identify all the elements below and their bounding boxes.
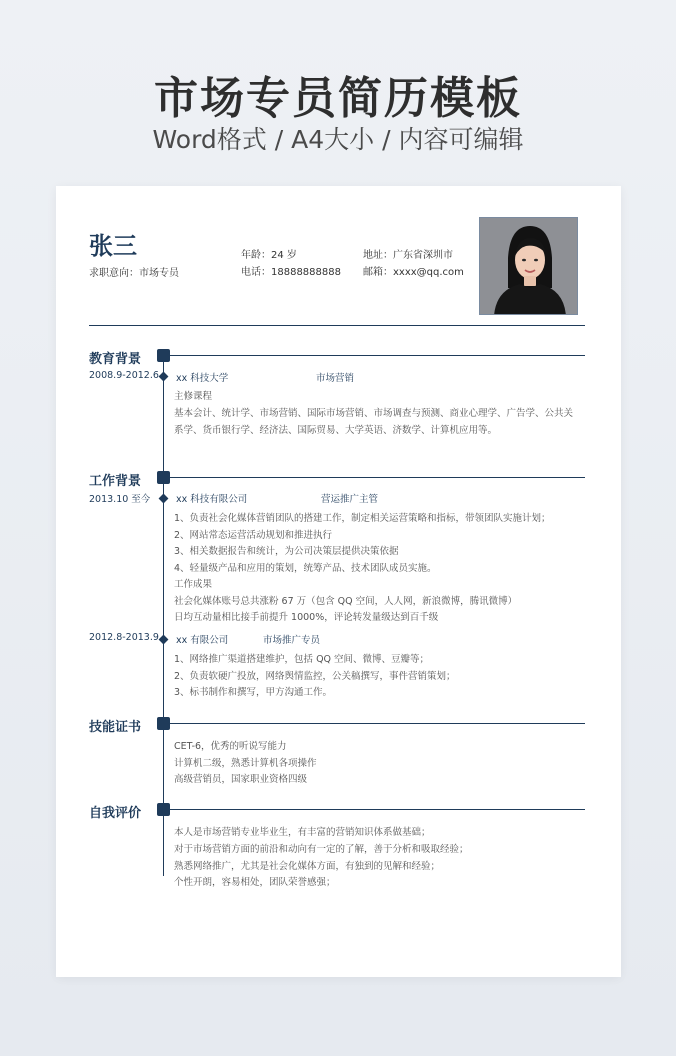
section-marker: [157, 803, 170, 816]
content-line: 日均互动量相比接手前提升 1000%，评论转发量级达到百千级: [174, 612, 439, 623]
phone-field: 电话：18888888888: [241, 267, 341, 278]
timeline-line: [163, 354, 164, 876]
header-divider: [89, 325, 585, 326]
position-name: 市场推广专员: [263, 635, 321, 646]
content-line: CET-6，优秀的听说写能力: [174, 741, 287, 752]
company-name: xx 有限公司: [176, 635, 229, 646]
age-field: 年龄：24 岁: [241, 250, 297, 261]
profile-photo: [479, 217, 578, 315]
content-line: 基本会计、统计学、市场营销、国际市场营销、市场调查与预测、商业心理学、广告学、公共关: [174, 408, 574, 419]
content-line: 2、网站常态运营活动规划和推进执行: [174, 530, 333, 541]
content-line: 个性开朗，容易相处，团队荣誉感强；: [174, 877, 336, 888]
timeline-diamond: [159, 494, 169, 504]
school-name: xx 科技大学: [176, 373, 229, 384]
content-line: 工作成果: [174, 579, 213, 590]
timeline-diamond: [159, 635, 169, 645]
content-line: 1、负责社会化媒体营销团队的搭建工作，制定相关运营策略和指标，带领团队实施计划；: [174, 513, 551, 524]
entry-date: 2008.9-2012.6: [89, 370, 159, 381]
section-rule: [170, 809, 585, 810]
content-line: 本人是市场营销专业毕业生，有丰富的营销知识体系做基础；: [174, 827, 431, 838]
section-marker: [157, 717, 170, 730]
content-line: 1、网络推广渠道搭建维护，包括 QQ 空间、微博、豆瓣等；: [174, 654, 430, 665]
major-name: 市场营销: [316, 373, 355, 384]
content-line: 计算机二级，熟悉计算机各项操作: [174, 758, 317, 769]
position-name: 营运推广主管: [321, 494, 379, 505]
email-field: 邮箱：xxxx@qq.com: [363, 267, 464, 278]
content-line: 主修课程: [174, 391, 213, 402]
job-intent: 求职意向：市场专员: [89, 268, 179, 279]
content-line: 4、轻量级产品和应用的策划，统筹产品、技术团队成员实施。: [174, 563, 437, 574]
content-line: 社会化媒体账号总共涨粉 67 万（包含 QQ 空间，人人网，新浪微博，腾讯微博）: [174, 596, 518, 607]
section-title-skills: 技能证书: [89, 720, 142, 735]
candidate-name: 张三: [89, 232, 137, 260]
section-rule: [170, 477, 585, 478]
section-title-self-eval: 自我评价: [89, 806, 142, 821]
resume-page: [56, 186, 621, 977]
company-name: xx 科技有限公司: [176, 494, 248, 505]
section-marker: [157, 349, 170, 362]
section-rule: [170, 355, 585, 356]
address-field: 地址：广东省深圳市: [363, 250, 453, 261]
content-line: 3、标书制作和撰写，甲方沟通工作。: [174, 687, 333, 698]
section-rule: [170, 723, 585, 724]
content-line: 3、相关数据报告和统计，为公司决策层提供决策依据: [174, 546, 399, 557]
portrait-image: [480, 218, 578, 315]
content-line: 高级营销员，国家职业资格四级: [174, 774, 308, 785]
section-marker: [157, 471, 170, 484]
content-line: 对于市场营销方面的前沿和动向有一定的了解，善于分析和吸取经验；: [174, 844, 469, 855]
content-line: 系学、货币银行学、经济法、国际贸易、大学英语、济数学、计算机应用等。: [174, 425, 498, 436]
content-line: 熟悉网络推广，尤其是社会化媒体方面，有独到的见解和经验；: [174, 861, 441, 872]
hero-title: 市场专员简历模板: [154, 73, 522, 124]
entry-date: 2012.8-2013.9: [89, 632, 159, 643]
timeline-diamond: [159, 372, 169, 382]
section-title-work: 工作背景: [89, 474, 142, 489]
entry-date: 2013.10 至今: [89, 494, 151, 505]
section-title-education: 教育背景: [89, 352, 142, 367]
content-line: 2、负责软硬广投放，网络舆情监控，公关稿撰写，事件营销策划；: [174, 671, 456, 682]
hero-subtitle: Word格式 / A4大小 / 内容可编辑: [152, 125, 524, 154]
